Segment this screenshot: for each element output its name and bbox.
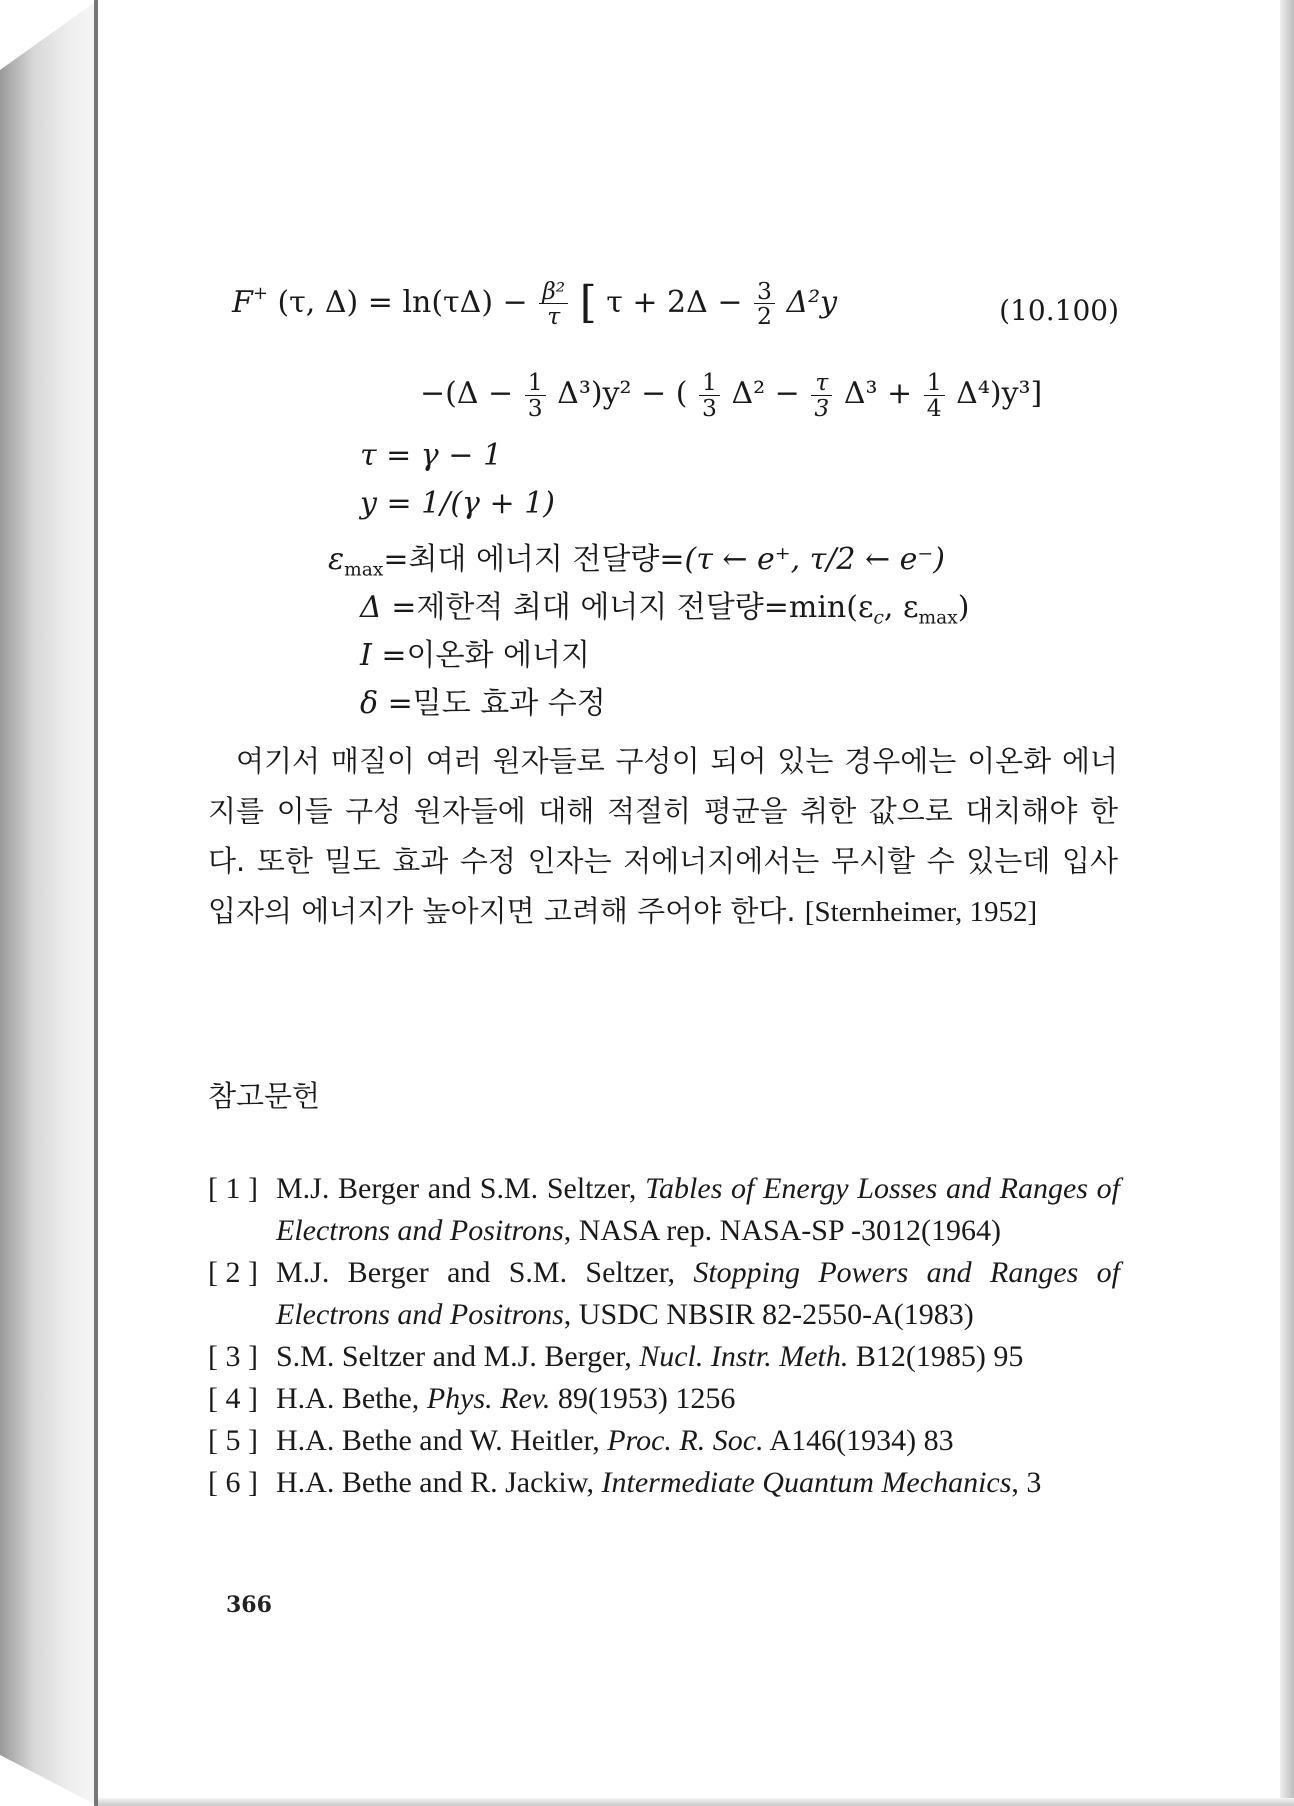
paragraph-text: 여기서 매질이 여러 원자들로 구성이 되어 있는 경우에는 이온화 에너지를 이들 구성 원자들에 대해 적절히 평균을 취한 값으로 대치해야 한다. 또한 밀도 효과 수정 인자는 저에너지에서는 무시할 수 있는데 입사 입자의 에너지가 높아지면 고려해 주어야 한다. (208, 744, 1118, 928)
eq2-part1: Δ³)y² − ( (557, 376, 688, 412)
reference-item (208, 1462, 1120, 1504)
equation-number: (10.100) (999, 294, 1119, 327)
frac-num: 3 (754, 279, 775, 305)
reference-title: Intermediate Quantum Mechanics (601, 1466, 1012, 1499)
reference-authors: H.A. Bethe and R. Jackiw, (276, 1466, 602, 1499)
reference-item (208, 1378, 1120, 1420)
frac-num: 1 (525, 370, 546, 396)
frac-num: 1 (699, 370, 720, 396)
reference-item (208, 1336, 1120, 1378)
reference-rest: B12(1985) 95 (848, 1340, 1024, 1373)
eq-frac-3-2 (754, 276, 775, 331)
frac-num: 1 (924, 370, 945, 396)
reference-number: [ 3 ] (208, 1340, 258, 1373)
reference-authors: S.M. Seltzer and M.J. Berger, (276, 1340, 640, 1373)
d-symbol: δ = (360, 686, 413, 721)
eq-F: F (232, 284, 253, 320)
def-delta-density (360, 678, 606, 722)
eq-frac-beta (539, 276, 568, 331)
frac-den: 4 (926, 393, 942, 422)
frac-den: 3 (527, 393, 543, 422)
emax-symbol: ε (328, 542, 345, 577)
delta-sub-c: c (873, 607, 884, 629)
delta-sub-max: max (918, 607, 958, 629)
page-right-edge (1280, 0, 1294, 1806)
eq-tail: Δ²y (786, 284, 838, 320)
reference-body (276, 1168, 1120, 1252)
def-tau: τ = γ − 1 (360, 438, 503, 473)
reference-item (208, 1168, 1120, 1252)
reference-rest: A146(1934) 83 (763, 1424, 954, 1457)
def-y: y = 1/(γ + 1) (360, 486, 555, 521)
reference-title: Tables of Energy Losses and Ranges of Electrons and Positrons (276, 1172, 1120, 1247)
reference-authors: M.J. Berger and S.M. Seltzer, (276, 1256, 694, 1289)
reference-title: Stopping Powers and Ranges of Electrons and Positrons (276, 1256, 1120, 1331)
eq2-frac-1 (525, 370, 546, 420)
reference-number: [ 2 ] (208, 1256, 258, 1289)
frac-num: β² (539, 279, 568, 305)
body-paragraph (208, 736, 1118, 937)
reference-body (276, 1252, 1120, 1336)
delta-close: ) (957, 590, 970, 625)
emax-eq: = (383, 542, 409, 577)
frac-den: 2 (757, 302, 772, 331)
eq-bracket-open: [ (579, 278, 597, 328)
reference-title: Proc. R. Soc. (607, 1424, 764, 1457)
def-emax (328, 534, 945, 581)
book-spine (0, 0, 98, 1806)
delta-mid: , ε (883, 590, 919, 625)
reference-rest: , NASA rep. NASA-SP -3012(1964) (563, 1214, 1002, 1247)
def-I (360, 630, 590, 674)
I-korean: 이온화 에너지 (406, 638, 590, 673)
frac-den: 3 (702, 393, 717, 422)
eq2-frac-4 (924, 370, 945, 420)
page-number: 366 (226, 1592, 272, 1618)
eq-lhs-args: (τ, Δ) = (277, 284, 393, 320)
eq2-part4: Δ⁴)y³] (956, 376, 1043, 412)
reference-authors: M.J. Berger and S.M. Seltzer, (276, 1172, 646, 1205)
delta-rest: =min(ε (763, 590, 874, 625)
eq-ln: ln(τΔ) − (402, 284, 528, 320)
reference-number: [ 6 ] (208, 1466, 258, 1499)
frac-den: τ (547, 302, 561, 331)
frac-num: τ (811, 370, 832, 396)
reference-authors: H.A. Bethe and W. Heitler, (276, 1424, 608, 1457)
page-bottom-edge (98, 1798, 1294, 1806)
eq2-part3: Δ³ + (843, 376, 913, 412)
reference-body (276, 1336, 1120, 1378)
eq-terms: τ + 2Δ − (606, 284, 743, 320)
reference-number: [ 5 ] (208, 1424, 258, 1457)
d-korean: 밀도 효과 수정 (412, 686, 606, 721)
reference-authors: H.A. Bethe, (276, 1382, 427, 1415)
reference-item (208, 1420, 1120, 1462)
delta-symbol: Δ = (360, 590, 417, 625)
reference-number: [ 4 ] (208, 1382, 258, 1415)
eq-F-sup: + (252, 283, 268, 305)
reference-body (276, 1420, 1120, 1462)
references-list (208, 1168, 1120, 1504)
reference-rest: , USDC NBSIR 82-2550-A(1983) (563, 1298, 974, 1331)
emax-korean: 최대 에너지 전달량 (408, 542, 660, 577)
delta-korean: 제한적 최대 에너지 전달량 (416, 590, 764, 625)
reference-number: [ 1 ] (208, 1172, 258, 1205)
eq2-frac-3 (811, 370, 832, 420)
reference-title: Nucl. Instr. Meth. (639, 1340, 849, 1373)
paragraph-citation: [Sternheimer, 1952] (804, 896, 1038, 928)
I-symbol: I = (360, 638, 407, 673)
reference-item (208, 1252, 1120, 1336)
reference-title: Phys. Rev. (426, 1382, 551, 1415)
reference-body (276, 1462, 1120, 1504)
equation-line-1 (232, 278, 837, 329)
equation-line-2 (420, 370, 1042, 420)
reference-rest: 89(1953) 1256 (550, 1382, 736, 1415)
eq2-start: −(Δ − (420, 376, 514, 412)
references-heading: 참고문헌 (208, 1079, 321, 1113)
reference-rest: , 3 (1011, 1466, 1042, 1499)
emax-rest: =(τ ← e⁺, τ/2 ← e⁻) (659, 542, 945, 577)
frac-den: 3 (814, 393, 830, 422)
eq2-part2: Δ² − (731, 376, 800, 412)
emax-sub: max (344, 559, 384, 581)
reference-body (276, 1378, 1120, 1420)
def-delta (360, 582, 969, 629)
eq2-frac-2 (699, 370, 720, 420)
